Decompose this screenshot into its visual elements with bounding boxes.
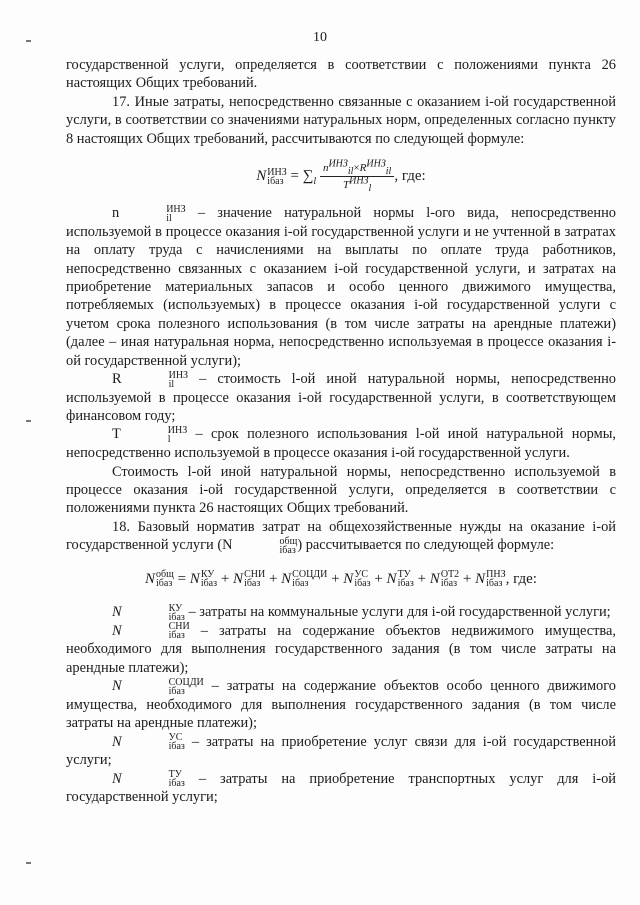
paragraph: 18. Базовый норматив затрат на общехозяйственные нужды на оказание i-ой государственной услуги (N общ iбаз ) рассчитывается по следующей формуле:: [66, 518, 616, 556]
formula-general-needs: N общ iбаз = N КУ iбаз + N СНИ iбаз + N СОЦДИ iбаз + N УС iбаз + N ТУ iбаз + N ОТ2 iбаз + N ПНЗ iбаз , где:: [145, 569, 537, 590]
scan-mark: [26, 862, 31, 864]
definition-r: R ИНЗ il – стоимость l-ой иной натуральной нормы, непосредственно используемой в процессе оказания i-ой государственной услуги, в соответствующем финансовом году;: [66, 369, 616, 425]
document-body: [66, 56, 616, 807]
paragraph: Стоимость l-ой иной натуральной нормы, непосредственно используемой в процессе оказания i-ой государственной услуги, определяется в соответствии с положениями пункта 26 настоящих Общих требований.: [66, 463, 616, 517]
definition-ku: N КУ iбаз – затраты на коммунальные услуги для i-ой государственной услуги;: [112, 602, 611, 623]
scan-mark: [26, 420, 31, 422]
page-number: 10: [313, 30, 327, 45]
paragraph: 17. Иные затраты, непосредственно связанные с оказанием i-ой государственной услуги, в соответствии со значениями натуральных норм, определенных согласно пункту 8 настоящих Общих требований, рассчитываются по следующей формуле:: [66, 93, 616, 147]
definition-us: N УС iбаз – затраты на приобретение услуг связи для i-ой государственной услуги;: [66, 732, 616, 769]
formula-other-costs: N ИНЗ iбаз = $\sum_l$ $\frac{n^{ИНЗ}_{il}\times R^{ИНЗ}_{il}}{T^{ИНЗ}_l}$ , где:: [256, 158, 426, 195]
definition-sni: N СНИ iбаз – затраты на содержание объектов недвижимого имущества, необходимого для выполнения государственного задания (в том числе затраты на арендные платежи);: [66, 621, 616, 676]
definition-socdi: N СОЦДИ iбаз – затраты на содержание объектов особо ценного движимого имущества, необходимого для выполнения государственного задания (в том числе затраты на арендные платежи);: [66, 676, 616, 732]
definition-tu: N ТУ iбаз – затраты на приобретение транспортных услуг для i-ой государственной услуги;: [66, 769, 616, 806]
definition-n: n ИНЗ il – значение натуральной нормы l-ого вида, непосредственно используемой в процессе оказания i-ой государственной услуги и не учтенной в затратах на оплату труда с начислениями на выплаты по оплате труда работников, непосредственно связанных с оказанием i-ой государственной услуги, и затратах на приобретение материальных запасов и особо ценного движимого имущества, потребляемых (используемых) в процессе оказания i-ой государственной услуги с учетом срока полезного использования (в том числе затраты на арендные платежи) (далее – иная натуральная норма, непосредственно используемая в процессе оказания i-ой государственной услуги);: [66, 203, 616, 369]
definition-t: T ИНЗ l – срок полезного использования l-ой иной натуральной нормы, непосредственно используемой в процессе оказания i-ой государственной услуги.: [66, 425, 616, 462]
paragraph: государственной услуги, определяется в соответствии с положениями пункта 26 настоящих Общих требований.: [66, 57, 616, 92]
